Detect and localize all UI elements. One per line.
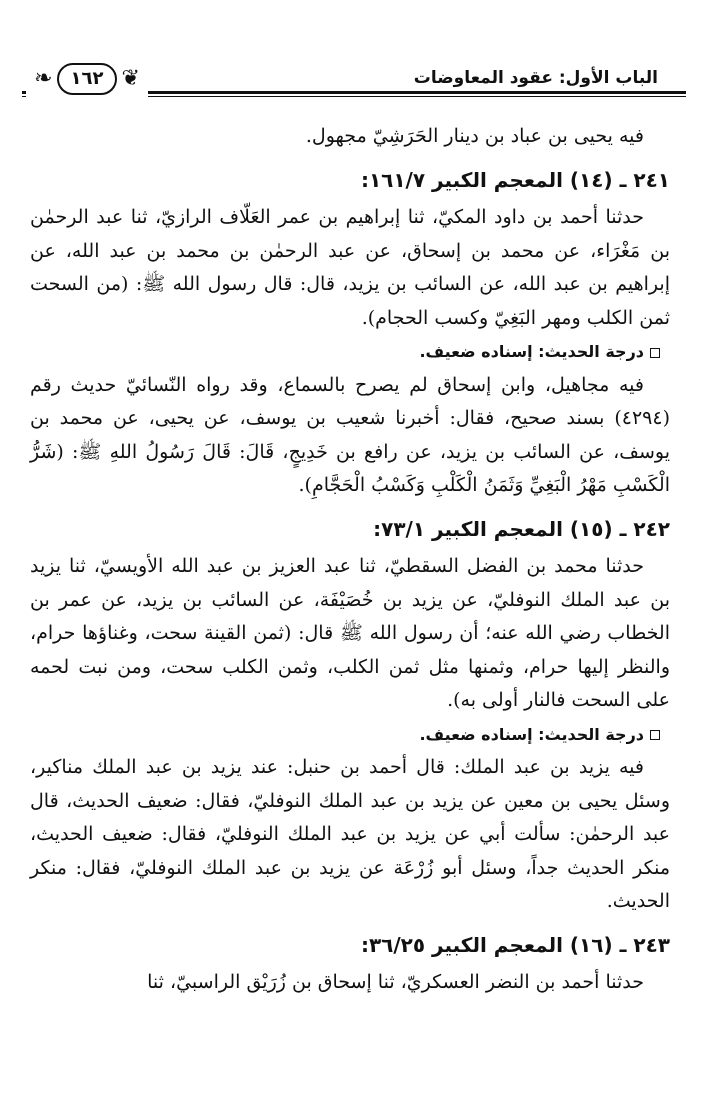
paragraph-narrator-note: فيه يحيى بن عباد بن دينار الحَرَشِيّ مجهول. [305, 125, 644, 147]
hadith-heading-241: ٢٤١ ـ (١٤) المعجم الكبير ١٦١/٧: [360, 167, 670, 192]
ornament-left-icon: ❧ [34, 66, 53, 91]
square-bullet-icon [650, 730, 660, 740]
hadith-comment-242: فيه يزيد بن عبد الملك: قال أحمد بن حنبل: عند يزيد بن عبد الملك مناكير، وسئل يحيى بن معين عن يزيد بن عبد الملك النوفليّ، فقال: ضعيف الحديث، قال عبد الرحمٰن: سألت أبي عن يزيد بن عبد الملك النوفليّ، فقال: ضعيف الحديث، منكر الحديث جداً، وسئل أبو زُرْعَة عن يزيد بن عبد الملك النوفليّ، فقال: منكر الحديث. [30, 756, 670, 912]
square-bullet-icon [650, 348, 660, 358]
ornament-right-icon: ❦ [121, 66, 140, 91]
hadith-heading-242: ٢٤٢ ـ (١٥) المعجم الكبير ٧٣/١: [373, 516, 670, 541]
chapter-title: الباب الأول: عقود المعاوضات [404, 66, 668, 90]
grade-label-242: درجة الحديث: إسناده ضعيف. [419, 724, 644, 744]
page-number-ornament [26, 60, 148, 98]
grade-label-241: درجة الحديث: إسناده ضعيف. [419, 342, 644, 361]
hadith-comment-241: فيه مجاهيل، وابن إسحاق لم يصرح بالسماع، وقد رواه النّسائيّ حديث رقم (٤٢٩٤) بسند صحيح، فقال: أخبرنا شعيب بن يوسف، عن يحيى، عن محمد بن يوسف، عن السائب بن يزيد، عن رافع بن خَدِيجٍ، قَالَ: قَالَ رَسُولُ اللهِ ﷺ: (شَرُّ الْكَسْبِ مَهْرُ الْبَغِيِّ وَثَمَنُ الْكَلْبِ وَكَسْبُ الْحَجَّامِ). [30, 373, 670, 496]
hadith-grade-242 [30, 718, 670, 752]
page-body [30, 120, 670, 1000]
hadith-heading-243: ٢٤٣ ـ (١٦) المعجم الكبير ٣٦/٢٥: [360, 932, 670, 957]
hadith-grade-241 [30, 335, 670, 369]
running-header [22, 66, 686, 106]
hadith-text-242: حدثنا محمد بن الفضل السقطيّ، ثنا عبد العزيز بن عبد الله الأويسيّ، ثنا يزيد بن عبد الملك النوفليّ، عن يزيد بن خُصَيْفَة، عن السائب بن يزيد، عن عمر بن الخطاب رضي الله عنه؛ أن رسول الله ﷺ قال: (ثمن القينة سحت، وغناؤها حرام، والنظر إليها حرام، وثمنها مثل ثمن الكلب، وثمن الكلب سحت، ومن نبت لحمه على السحت فالنار أولى به). [30, 555, 670, 711]
page-number: ١٦٢ [57, 63, 118, 95]
hadith-text-243: حدثنا أحمد بن النضر العسكريّ، ثنا إسحاق بن زُرَيْق الراسبيّ، ثنا [147, 971, 644, 993]
hadith-text-241: حدثنا أحمد بن داود المكيّ، ثنا إبراهيم بن عمر العَلّاف الرازيّ، ثنا عبد الرحمٰن بن مَغْرَاء، عن محمد بن إسحاق، عن عبد الرحمٰن بن محمد بن عبد الله، عن إبراهيم بن عبد الله، عن السائب بن يزيد، قال: قال رسول الله ﷺ: (من السحت ثمن الكلب ومهر البَغِيّ وكسب الحجام). [30, 206, 670, 329]
